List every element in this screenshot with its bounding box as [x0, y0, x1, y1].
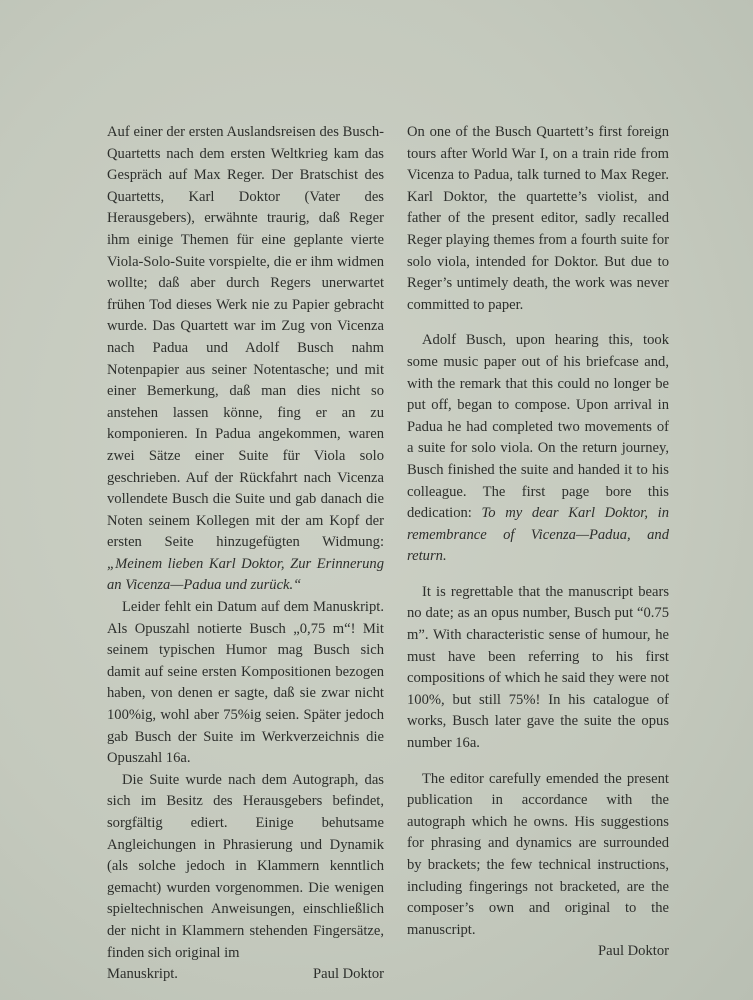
german-signature: Paul Doktor	[313, 966, 384, 983]
german-paragraph-1-text: Auf einer der ersten Auslandsreisen des Busch-Quartetts nach dem ersten Weltkrieg kam das Gespräch auf Max Reger. Der Bratschist des Quartetts, Karl Doktor (Vater des Herausgebers), erwähnte traurig, daß Reger ihm einige Themen für eine geplante vierte Viola-Solo-Suite vorspielte, die er ihm widmen wollte; daß aber durch Regers unerwartet frühen Tod dieses Werk nie zu Papier gebracht wurde. Das Quartett war im Zug von Vicenza nach Padua und Adolf Busch nahm Notenpapier aus seiner Notentasche; und mit einer Bemerkung, daß man dies nicht so anstehen lassen könne, fing er an zu komponieren. In Padua angekommen, waren zwei Sätze einer Suite für Viola solo geschrieben. Auf der Rückfahrt nach Vicenza vollendete Busch die Suite und gab danach die Noten seinem Kollegen mit der am Kopf der ersten Seite hinzugefügten Widmung:	[107, 124, 384, 551]
english-signature: Paul Doktor	[598, 943, 669, 960]
german-dedication: „Meinem lieben Karl Doktor, Zur Erinnerung an Vicenza—Padua und zurück.“	[107, 555, 384, 594]
german-paragraph-2: Leider fehlt ein Datum auf dem Manuskript. Als Opuszahl notierte Busch „0,75 m“! Mit seinem typischen Humor mag Busch sich damit auf seine ersten Kompositionen bezogen haben, von denen er sagte, daß sie zwar nicht 100%ig, wohl aber 75%ig seien. Später jedoch gab Busch der Suite im Werkverzeichnis die Opuszahl 16a.	[107, 599, 384, 767]
english-paragraph-2	[407, 330, 669, 568]
english-paragraph-3: It is regrettable that the manuscript bears no date; as an opus number, Busch put “0.75 m”. With characteristic sense of humour, he must have been referring to his first compositions of which he said they were not 100%, but still 75%! In his catalogue of works, Busch later gave the suite the opus number 16a.	[407, 583, 669, 752]
english-paragraph-2-text: Adolf Busch, upon hearing this, took some music paper out of his briefcase and, with the remark that this could no longer be put off, began to compose. Upon arrival in Padua he had completed two movements of a suite for solo viola. On the return journey, Busch finished the suite and handed it to his colleague. The first page bore this dedication:	[407, 332, 669, 522]
english-dedication: To my dear Karl Doktor, in remembrance of Vicenza—Padua, and return.	[407, 505, 669, 565]
english-paragraph-4: The editor carefully emended the present publication in accordance with the autograph which he owns. His suggestions for phrasing and dynamics are surrounded by brackets; the few technical instructions, including fingerings not bracketed, are the composer’s own and original to the manuscript.	[407, 770, 669, 938]
english-paragraph-1: On one of the Busch Quartett’s first foreign tours after World War I, on a train ride from Vicenza to Padua, talk turned to Max Reger. Karl Doktor, the quartette’s violist, and father of the present editor, sadly recalled Reger playing themes from a fourth suite for solo viola, intended for Doktor. But due to Reger’s untimely death, the work was never committed to paper.	[407, 124, 669, 313]
english-preface-column	[407, 122, 669, 963]
german-closing-word: Manuskript.	[107, 966, 178, 983]
german-paragraph-1	[107, 122, 384, 597]
german-preface-column	[107, 122, 384, 986]
german-closing-line	[107, 964, 384, 986]
german-paragraph-3	[107, 770, 384, 964]
german-paragraph-3-text: Die Suite wurde nach dem Autograph, das sich im Besitz des Herausgebers befindet, sorgfältig ediert. Einige behutsame Angleichungen in Phrasierung und Dynamik (als solche jedoch in Klammern kenntlich gemacht) wurden vorgenommen. Die wenigen spieltechnischen Anweisungen, einschließlich der nicht in Klammern stehenden Fingersätze, finden sich original im	[107, 771, 384, 961]
